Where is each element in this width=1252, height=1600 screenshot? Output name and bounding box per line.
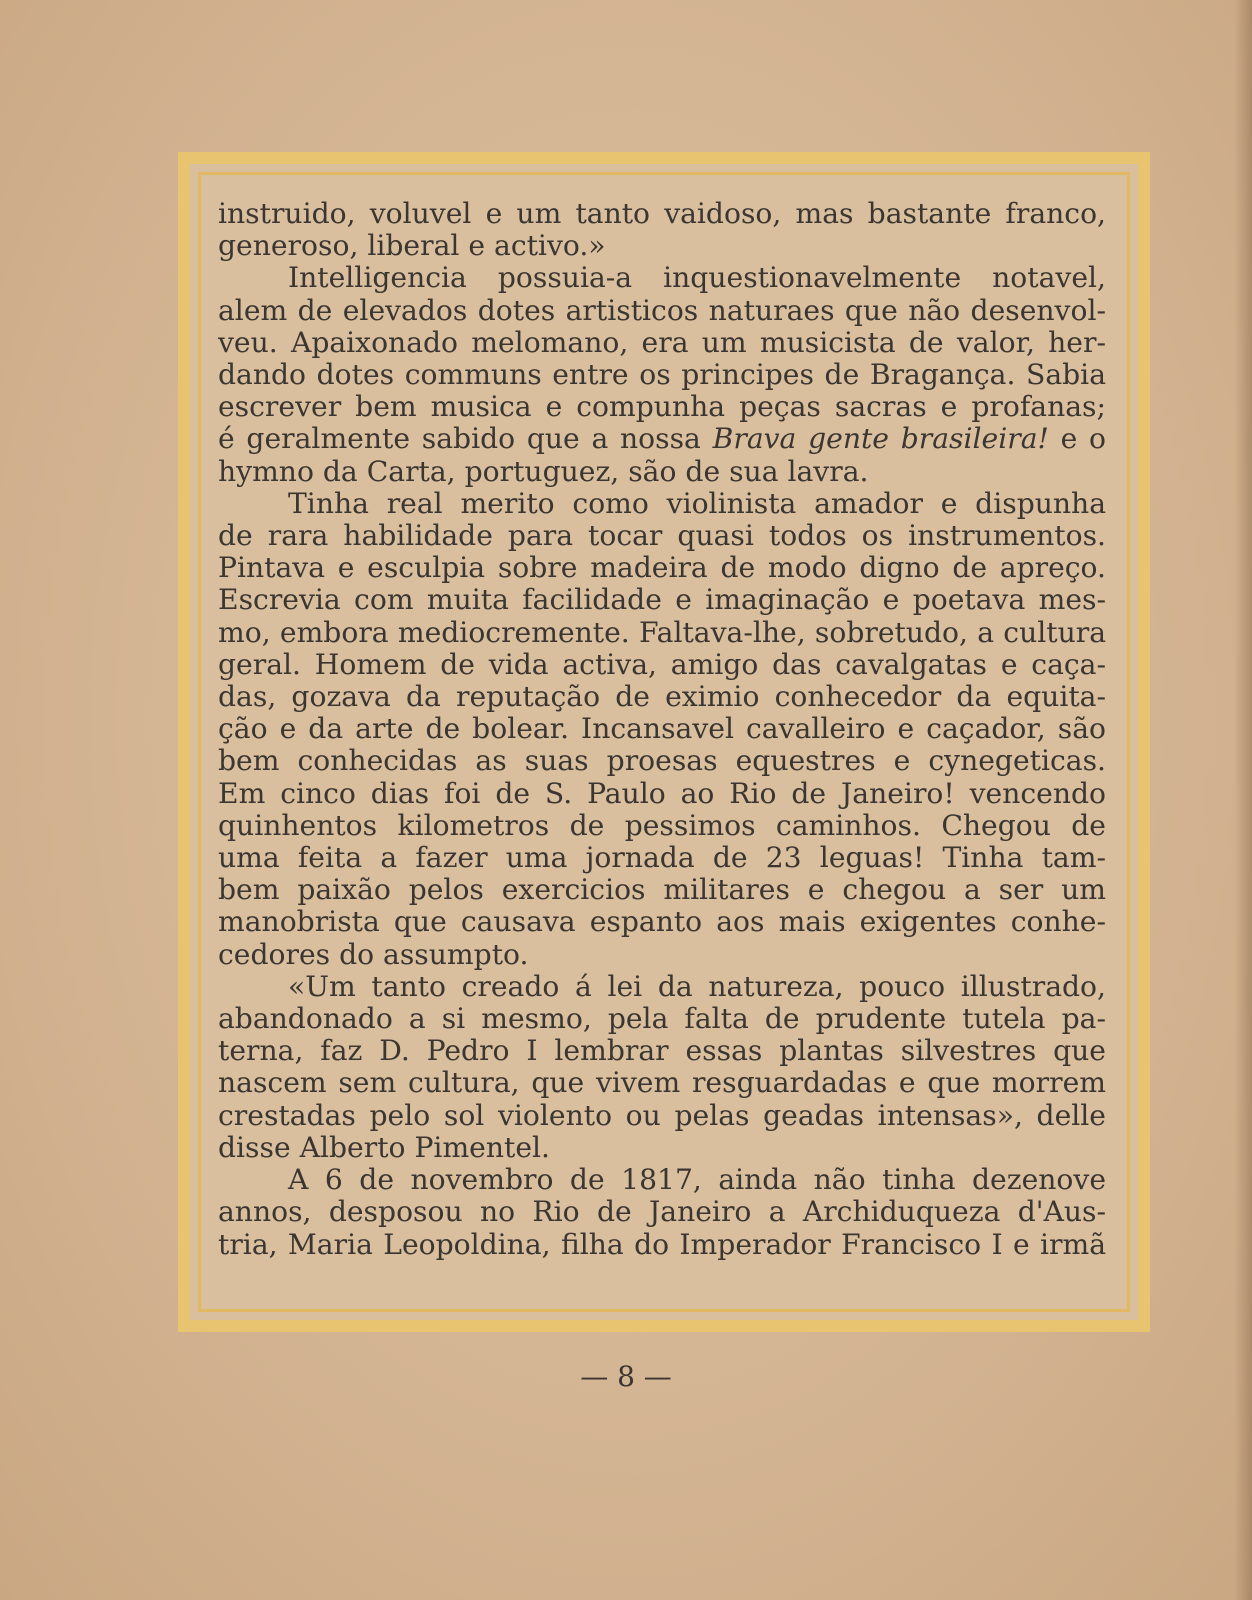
text-line: alem de elevados dotes artisticos naturaes que não desenvol- xyxy=(218,293,1106,327)
text-line: Intelligencia possuia-a inquestionavelmente notavel, xyxy=(288,261,1106,295)
text-fragment: e o xyxy=(1060,422,1106,456)
text-line: abandonado a si mesmo, pela falta de prudente tutela pa- xyxy=(218,1002,1106,1036)
text-line: escrever bem musica e compunha peças sacras e profanas; xyxy=(218,390,1106,424)
song-title: Brava gente brasileira! xyxy=(712,422,1049,456)
text-line: manobrista que causava espanto aos mais exigentes conhe- xyxy=(218,905,1106,939)
text-line: bem conhecidas as suas proesas equestres e cynegeticas. xyxy=(218,744,1106,778)
text-line: Pintava e esculpia sobre madeira de modo digno de apreço. xyxy=(218,551,1106,585)
text-line: quinhentos kilometros de pessimos caminhos. Chegou de xyxy=(218,808,1106,842)
text-line-with-title xyxy=(218,423,1106,455)
text-line: cedores do assumpto. xyxy=(218,937,529,971)
text-line: geral. Homem de vida activa, amigo das cavalgatas e caça- xyxy=(218,647,1106,681)
text-line: nascem sem cultura, que vivem resguardadas e que morrem xyxy=(218,1066,1106,1100)
text-line: annos, desposou no Rio de Janeiro a Archiduqueza d'Aus- xyxy=(218,1195,1106,1229)
text-line: veu. Apaixonado melomano, era um musicista de valor, her- xyxy=(218,325,1106,359)
text-line: crestadas pelo sol violento ou pelas geadas intensas», delle xyxy=(218,1098,1106,1132)
text-line: uma feita a fazer uma jornada de 23 leguas! Tinha tam- xyxy=(218,841,1106,875)
text-line: tria, Maria Leopoldina, filha do Imperador Francisco I e irmã xyxy=(218,1227,1106,1261)
text-line: hymno da Carta, portuguez, são de sua lavra. xyxy=(218,454,869,488)
text-line: instruido, voluvel e um tanto vaidoso, mas bastante franco, xyxy=(218,197,1106,230)
text-line: terna, faz D. Pedro I lembrar essas plantas silvestres que xyxy=(218,1034,1106,1068)
text-line: dando dotes communs entre os principes de Bragança. Sabia xyxy=(218,358,1106,392)
text-fragment: é geralmente sabido que a nossa xyxy=(218,422,701,456)
text-line: generoso, liberal e activo.» xyxy=(218,229,606,263)
text-line: A 6 de novembro de 1817, ainda não tinha dezenove xyxy=(288,1163,1106,1197)
page-number: — 8 — xyxy=(580,1360,672,1393)
text-line: mo, embora mediocremente. Faltava-lhe, sobretudo, a cultura xyxy=(218,615,1106,649)
text-line: disse Alberto Pimentel. xyxy=(218,1130,550,1164)
text-line: Escrevia com muita facilidade e imaginação e poetava mes- xyxy=(218,583,1106,617)
text-line: de rara habilidade para tocar quasi todos os instrumentos. xyxy=(218,519,1106,553)
text-line: «Um tanto creado á lei da natureza, pouco illustrado, xyxy=(288,969,1106,1003)
body-text xyxy=(218,198,1106,1261)
text-line: das, gozava da reputação de eximio conhecedor da equita- xyxy=(218,680,1106,714)
text-line: Em cinco dias foi de S. Paulo ao Rio de Janeiro! vencendo xyxy=(218,776,1106,810)
text-line: bem paixão pelos exercicios militares e chegou a ser um xyxy=(218,873,1106,907)
text-line: ção e da arte de bolear. Incansavel cavalleiro e caçador, são xyxy=(218,712,1106,746)
text-line: Tinha real merito como violinista amador e dispunha xyxy=(288,486,1106,520)
